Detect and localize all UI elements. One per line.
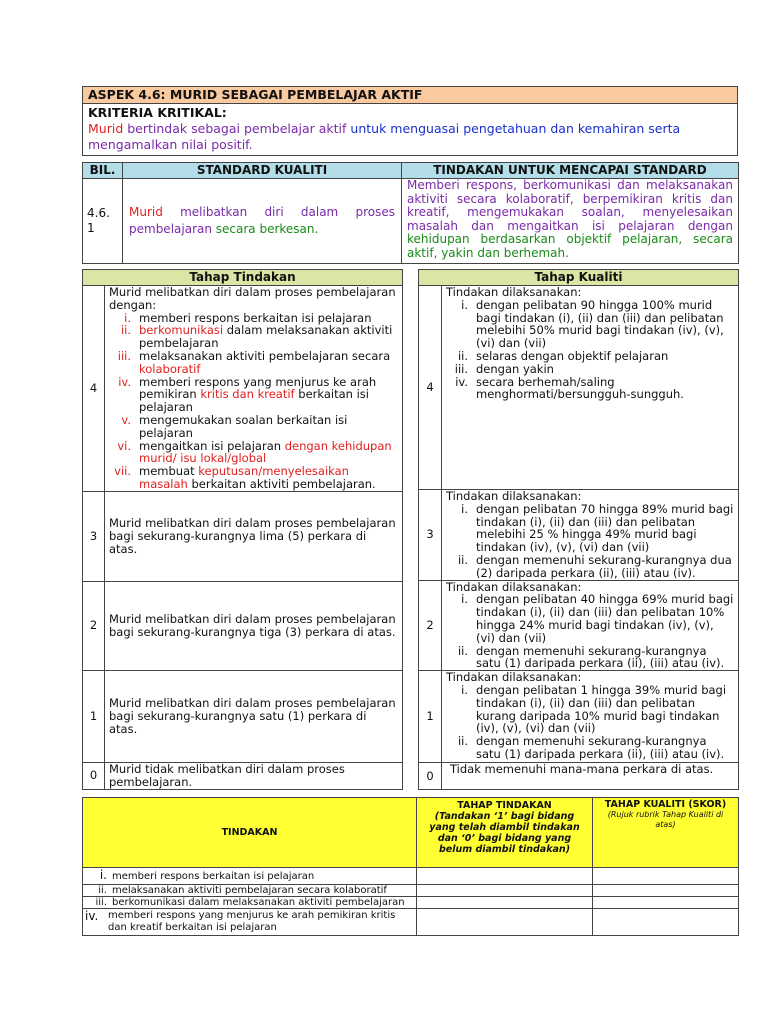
tk-text-2: [442, 580, 739, 671]
score-row-1: [83, 868, 739, 885]
tk-1-item-1: i. dengan pelibatan 1 hingga 39% murid bagi tindakan (i), (ii) dan (iii) dan pelibatan kurang daripada 10% murid bagi tindakan (iv), (v), (vi) dan (vii): [461, 682, 727, 736]
score-row-4-kualiti-input[interactable]: [593, 909, 739, 936]
tahap-tindakan-title: Tahap Tindakan: [83, 270, 403, 286]
tt-item-5: v. mengemukakan soalan berkaitan isi pelajaran: [121, 412, 348, 440]
tt-item-2: ii. berkomunikasi dalam melaksanakan aktiviti pembelajaran: [120, 323, 393, 351]
tt-score-2: 2: [83, 581, 105, 670]
tk-3-item-2: ii. dengan memenuhi sekurang-kurangnya dua (2) daripada perkara (ii), (iii) atau (iv).: [457, 552, 732, 580]
tt-score-3: 3: [83, 491, 105, 581]
tt-item-1: i. memberi respons berkaitan isi pelajaran: [124, 310, 372, 325]
tk-4-item-4: iv. secara berhemah/saling menghormati/bersungguh-sungguh.: [455, 374, 684, 402]
tk-intro-3: Tindakan dilaksanakan:: [446, 489, 582, 503]
standard-berkesan: secara berkesan.: [215, 222, 319, 236]
tt-item-7: vii. membuat keputusan/menyelesaikan masalah berkaitan aktiviti pembelajaran.: [114, 464, 376, 491]
score-row-2-tindakan-input[interactable]: [417, 885, 593, 897]
kriteria-nilai: mengamalkan nilai positif.: [88, 137, 253, 152]
tt-item-list: [109, 312, 398, 491]
tt-item-4: iv. memberi respons yang menjurus ke arah pemikiran kritis dan kreatif berkaitan isi pelajaran: [118, 374, 377, 415]
tk-score-1: 1: [419, 671, 442, 763]
tk-text-1: [442, 671, 739, 763]
bil-value: 4.6. 1: [83, 179, 123, 264]
kriteria-pembelajar: bertindak sebagai pembelajar aktif: [127, 121, 347, 136]
score-col-tindakan: TINDAKAN: [83, 798, 417, 868]
standard-table: [82, 162, 739, 264]
tk-score-3: 3: [419, 490, 442, 581]
aspek-table: [82, 86, 738, 156]
score-row-3-label: iii. berkomunikasi dalam melaksanakan aktiviti pembelajaran: [83, 897, 417, 909]
tindakan-part1: Memberi respons, berkomunikasi dan melaksanakan aktiviti secara kolaboratif, berpemikiran kritis dan kreatif, mengemukakan soalan, menyelesaikan masalah dan mengaitkan isi pelajaran dengan: [407, 178, 733, 233]
tindakan-part2: kehidupan berdasarkan objektif pelajaran, secara aktif, yakin dan berhemah.: [407, 232, 733, 260]
tk-intro-2: Tindakan dilaksanakan:: [446, 579, 582, 594]
tahap-kualiti-table: [418, 269, 739, 790]
tt-text-1: Murid melibatkan diri dalam proses pembelajaran bagi sekurang-kurangnya satu (1) perkara di atas.: [105, 670, 403, 762]
tk-list-4: [446, 299, 734, 401]
tt-score-1: 1: [83, 670, 105, 762]
tahap-tindakan-table: [82, 269, 403, 790]
tk-intro-1: Tindakan dilaksanakan:: [446, 670, 582, 685]
tt-item-6: vi. mengaitkan isi pelajaran dengan kehidupan murid/ isu lokal/global: [117, 438, 392, 466]
score-row-2-label: ii. melaksanakan aktiviti pembelajaran secara kolaboratif: [83, 885, 417, 897]
tk-score-2: 2: [419, 580, 442, 671]
col-standard-kualiti: STANDARD KUALITI: [123, 163, 402, 179]
score-table: [82, 797, 739, 936]
standard-melibatkan: melibatkan diri dalam proses pembelajaran: [129, 205, 395, 236]
tk-list-2: [446, 593, 734, 670]
score-row-4: [83, 909, 739, 936]
tt-text-3: Murid melibatkan diri dalam proses pembelajaran bagi sekurang-kurangnya lima (5) perkara di atas.: [105, 491, 403, 581]
score-col-tahap-kualiti-note: (Rujuk rubrik Tahap Kualiti di atas): [607, 810, 724, 829]
aspek-title: ASPEK 4.6: MURID SEBAGAI PEMBELAJAR AKTIF: [83, 87, 738, 104]
score-row-1-tindakan-input[interactable]: [417, 868, 593, 885]
tk-4-item-2: ii. selaras dengan objektif pelajaran: [457, 348, 669, 363]
standard-murid: Murid: [129, 205, 163, 219]
tk-4-item-1: i. dengan pelibatan 90 hingga 100% murid bagi tindakan (i), (ii) dan (iii) dan pelibatan melebihi 50% murid bagi tindakan (iv), (v), (vi) dan (vii): [461, 297, 724, 351]
score-row-4-tindakan-input[interactable]: [417, 909, 593, 936]
col-tindakan-standard: TINDAKAN UNTUK MENCAPAI STANDARD: [402, 163, 739, 179]
tk-3-item-1: i. dengan pelibatan 70 hingga 89% murid bagi tindakan (i), (ii) dan (iii) dan pelibatan melebihi 25 % hingga 49% murid bagi tindakan (iv), (v), (vi) dan (vii): [461, 501, 734, 555]
score-row-1-kualiti-input[interactable]: [593, 868, 739, 885]
tk-intro-4: Tindakan dilaksanakan:: [446, 285, 582, 299]
kriteria-murid: Murid: [88, 121, 124, 136]
score-col-tahap-tindakan: [417, 798, 593, 868]
tk-2-item-1: i. dengan pelibatan 40 hingga 69% murid bagi tindakan (i), (ii) dan (iii) dan pelibatan 10% hingga 24% murid bagi tindakan (iv), (v), (vi) dan (vii): [461, 592, 734, 645]
score-row-1-num: i.: [99, 868, 107, 882]
tt-text-2: Murid melibatkan diri dalam proses pembelajaran bagi sekurang-kurangnya tiga (3) perkara di atas.: [105, 581, 403, 670]
score-row-3-tindakan-input[interactable]: [417, 897, 593, 909]
score-row-3-num: iii.: [95, 897, 107, 908]
standard-text: [123, 179, 402, 264]
col-bil: BIL.: [83, 163, 123, 179]
tt-text-4: [105, 286, 403, 492]
tt-text-0: Murid tidak melibatkan diri dalam proses pembelajaran.: [105, 762, 403, 789]
tk-score-4: 4: [419, 286, 442, 490]
kriteria-cell: [83, 104, 738, 156]
tk-list-3: [446, 503, 734, 580]
score-row-4-num: iv.: [85, 909, 99, 923]
tk-2-item-2: ii. dengan memenuhi sekurang-kurangnya satu (1) daripada perkara (ii), (iii) atau (iv).: [457, 643, 725, 671]
tk-4-item-3: iii. dengan yakin: [454, 361, 554, 376]
tk-text-4: [442, 286, 739, 490]
tt-score-4: 4: [83, 286, 105, 492]
score-row-3-kualiti-input[interactable]: [593, 897, 739, 909]
score-col-tahap-tindakan-note: (Tandakan ‘1’ bagi bidang yang telah diambil tindakan dan ‘0’ bagi bidang yang belum diambil tindakan): [429, 811, 580, 855]
kriteria-text: [88, 121, 732, 153]
kriteria-label: KRITERIA KRITIKAL:: [88, 105, 227, 120]
score-row-2: [83, 885, 739, 897]
tk-list-1: [446, 684, 734, 761]
score-col-tahap-kualiti: [593, 798, 739, 868]
score-col-tahap-kualiti-title: TAHAP KUALITI (SKOR): [604, 799, 727, 810]
score-col-tahap-tindakan-title: TAHAP TINDAKAN: [457, 800, 552, 811]
tindakan-standard-text: [402, 179, 739, 264]
score-row-3: [83, 897, 739, 909]
kriteria-menguasai: untuk menguasai pengetahuan dan kemahiran serta: [350, 121, 681, 136]
tk-text-3: [442, 490, 739, 581]
score-row-4-label: iv. memberi respons yang menjurus ke arah pemikiran kritis dan kreatif berkaitan isi pelajaran: [83, 909, 417, 936]
score-row-2-num: ii.: [98, 885, 107, 896]
tt-score-0: 0: [83, 762, 105, 789]
tk-text-0: Tidak memenuhi mana-mana perkara di atas.: [442, 763, 739, 790]
tk-score-0: 0: [419, 763, 442, 790]
score-row-1-label: i. memberi respons berkaitan isi pelajaran: [83, 868, 417, 885]
tt-intro-4: Murid melibatkan diri dalam proses pembelajaran dengan:: [109, 285, 396, 312]
score-row-2-kualiti-input[interactable]: [593, 885, 739, 897]
tahap-kualiti-title: Tahap Kualiti: [419, 270, 739, 286]
tk-1-item-2: ii. dengan memenuhi sekurang-kurangnya satu (1) daripada perkara (ii), (iii) atau (iv).: [457, 734, 725, 761]
tt-item-3: iii. melaksanakan aktiviti pembelajaran secara kolaboratif: [117, 348, 391, 376]
